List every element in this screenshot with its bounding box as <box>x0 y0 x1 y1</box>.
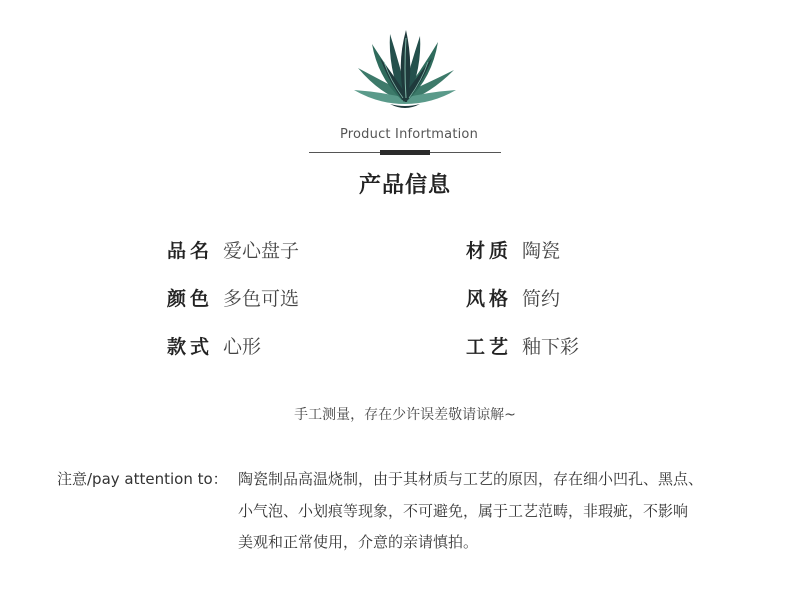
attention-line: 美观和正常使用，介意的亲请慎拍。 <box>238 533 479 551</box>
page-title: 产品信息 <box>358 173 451 198</box>
attention-line: 小气泡、小划痕等现象，不可避免，属于工艺范畴，非瑕疵，不影响 <box>238 502 689 520</box>
spec-label: 品名 <box>167 240 214 262</box>
spec-color <box>167 287 299 311</box>
spec-name <box>167 239 299 263</box>
spec-value: 釉下彩 <box>522 336 580 358</box>
agave-plant-icon <box>350 28 460 116</box>
measurement-note: 手工测量，存在少许误差敬请谅解~ <box>294 407 516 423</box>
spec-style <box>466 287 560 311</box>
spec-value: 简约 <box>522 288 561 310</box>
divider-accent <box>380 150 430 155</box>
attention-line: 陶瓷制品高温烧制，由于其材质与工艺的原因，存在细小凹孔、黑点、 <box>238 470 704 488</box>
spec-label: 材质 <box>466 240 513 262</box>
spec-value: 爱心盘子 <box>223 240 300 262</box>
spec-label: 风格 <box>466 288 513 310</box>
subtitle: Product Infortmation <box>339 127 479 142</box>
spec-label: 颜色 <box>167 288 214 310</box>
attention-label: 注意/pay attention to： <box>57 470 228 488</box>
spec-material <box>466 239 560 263</box>
spec-craft <box>466 335 579 359</box>
spec-label: 工艺 <box>466 336 513 358</box>
spec-value: 多色可选 <box>223 288 300 310</box>
spec-shape <box>167 335 261 359</box>
spec-label: 款式 <box>167 336 214 358</box>
spec-value: 陶瓷 <box>522 240 561 262</box>
spec-value: 心形 <box>223 336 262 358</box>
